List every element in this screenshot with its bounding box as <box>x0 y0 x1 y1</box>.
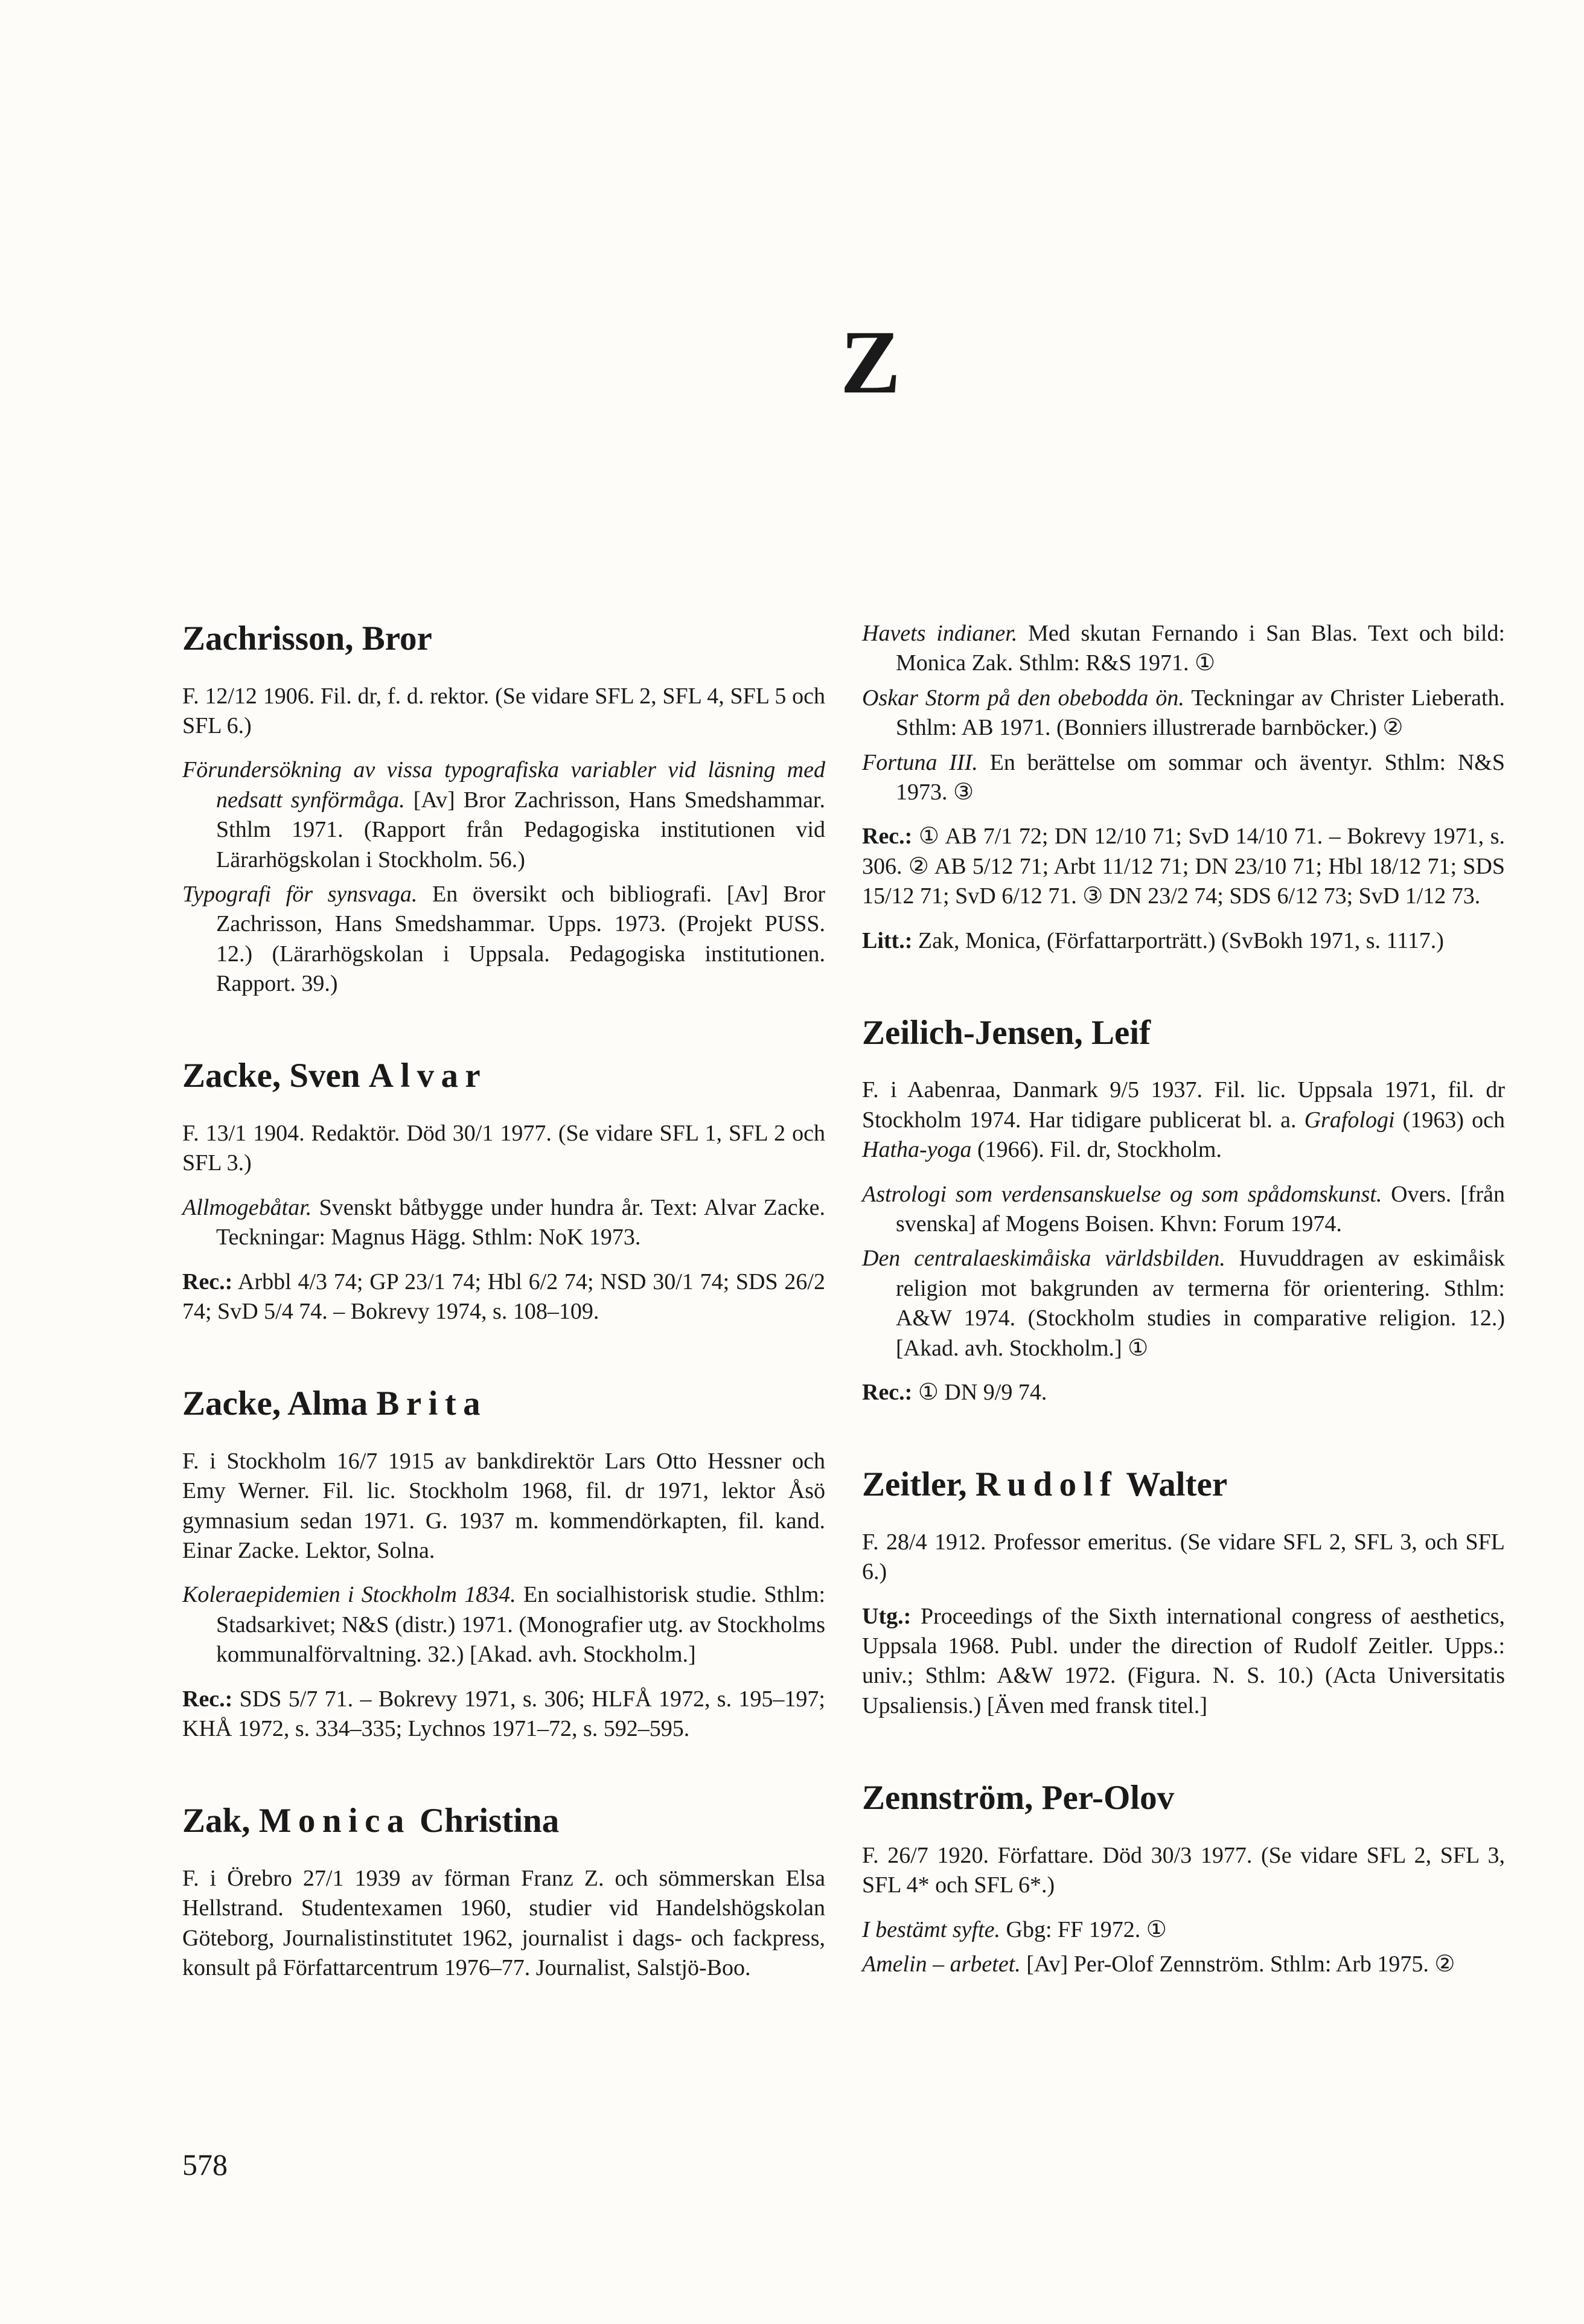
entry-title: Zeilich-Jensen, Leif <box>862 1013 1151 1052</box>
literature-label: Litt.: <box>862 927 913 953</box>
reviews-text: SDS 5/7 71. – Bokrevy 1971, s. 306; HLFÅ 1972, s. 195–197; KHÅ 1972, s. 334–335; Lychnos 1971–72, s. 592–595. <box>182 1686 825 1742</box>
work-title: Koleraepidemien i Stockholm 1834. <box>182 1582 516 1608</box>
work-title: Den centralaeskimåiska världsbilden. <box>862 1246 1225 1272</box>
info-text: F. i Aabenraa, Danmark 9/5 1937. Fil. lic. Uppsala 1971, fil. dr Stockholm 1974. Har tidigare publicerat bl. a. <box>862 1077 1505 1133</box>
work-title: Amelin – arbetet. <box>862 1951 1021 1977</box>
name-emphasized: Monica <box>258 1802 411 1840</box>
entry-title <box>862 1465 1505 1505</box>
right-column <box>862 619 1505 2037</box>
info-title: Hatha-yoga <box>862 1137 972 1163</box>
entry-title: Zennström, Per-Olov <box>862 1779 1175 1817</box>
reviews-text: Arbbl 4/3 74; GP 23/1 74; Hbl 6/2 74; NSD 30/1 74; SDS 26/2 74; SvD 5/4 74. – Bokrevy 1974, s. 108–109. <box>182 1269 825 1324</box>
work-title: Fortuna III. <box>862 749 978 775</box>
page-number: 578 <box>182 2148 228 2182</box>
work-details: Huvuddragen av eskimåisk religion mot bakgrunden av termerna för orientering. Sthlm: A&W 1974. (Stockholm studies in comparative religion. 12.) [Akad. avh. Stockholm.] ① <box>896 1246 1505 1361</box>
work-details: Gbg: FF 1972. ① <box>1000 1916 1167 1942</box>
work-item <box>862 1950 1505 1979</box>
entry-info: F. 26/7 1920. Författare. Död 30/3 1977. (Se vidare SFL 2, SFL 3, SFL 4* och SFL 6*.) <box>862 1842 1505 1898</box>
work-item <box>862 748 1505 808</box>
reviews-label: Rec.: <box>182 1686 233 1712</box>
reviews-text: ① AB 7/1 72; DN 12/10 71; SvD 14/10 71. – Bokrevy 1971, s. 306. ② AB 5/12 71; Arbt 11/12 71; DN 23/10 71; Hbl 18/12 71; SDS 15/12 71; SvD 6/12 71. ③ DN 23/2 74; SDS 6/12 73; SvD 1/12 73. <box>862 824 1505 909</box>
literature <box>862 926 1505 956</box>
work-item <box>862 1180 1505 1240</box>
entry-title <box>182 1801 825 1841</box>
entry-info: F. 13/1 1904. Redaktör. Död 30/1 1977. (Se vidare SFL 1, SFL 2 och SFL 3.) <box>182 1121 825 1176</box>
reviews-label: Rec.: <box>862 824 913 850</box>
work-item <box>182 1193 825 1253</box>
literature-text: Zak, Monica, (Författarporträtt.) (SvBokh 1971, s. 1117.) <box>912 927 1444 953</box>
entry-title <box>182 1384 825 1424</box>
name-emphasized: Brita <box>376 1384 488 1423</box>
name-plain: Zeitler, <box>862 1465 976 1504</box>
work-details: En berättelse om sommar och äventyr. Sthlm: N&S 1973. ③ <box>896 749 1505 805</box>
entry-zak <box>182 1801 825 1983</box>
left-column <box>182 619 825 2041</box>
info-title: Grafologi <box>1304 1107 1395 1133</box>
work-title: Astrologi som verdensanskuelse og som spådomskunst. <box>862 1181 1382 1207</box>
edited-works <box>862 1602 1505 1721</box>
section-letter: Z <box>840 312 901 412</box>
work-details: Teckningar av Christer Lieberath. Sthlm: AB 1971. (Bonniers illustrerade barnböcker.) ② <box>896 685 1506 741</box>
work-title: Oskar Storm på den obebodda ön. <box>862 685 1184 711</box>
reviews-text: ① DN 9/9 74. <box>912 1379 1047 1405</box>
reviews-label: Rec.: <box>182 1269 233 1295</box>
name-emphasized: Rudolf <box>975 1465 1119 1504</box>
reviews <box>182 1685 825 1744</box>
work-title: Typografi för synsvaga. <box>182 881 418 907</box>
entry-zachrisson <box>182 619 825 999</box>
work-item <box>182 880 825 999</box>
entry-title <box>182 1056 825 1096</box>
work-details: [Av] Bror Zachrisson, Hans Smedshammar. Sthlm 1971. (Rapport från Pedagogiska institutionen vid Lärarhögskolan i Stockholm. 56.) <box>216 787 825 872</box>
work-item <box>862 1915 1505 1945</box>
work-item <box>862 619 1505 679</box>
work-details: [Av] Per-Olof Zennström. Sthlm: Arb 1975. ② <box>1020 1951 1455 1977</box>
entry-zeilich-jensen <box>862 1013 1505 1407</box>
name-emphasized: Alvar <box>368 1057 488 1095</box>
work-title: I bestämt syfte. <box>862 1916 1001 1942</box>
work-title: Havets indianer. <box>862 621 1018 646</box>
entry-info: F. 12/12 1906. Fil. dr, f. d. rektor. (Se vidare SFL 2, SFL 4, SFL 5 och SFL 6.) <box>182 683 825 738</box>
info-text: (1963) och <box>1394 1107 1505 1133</box>
reviews <box>862 822 1505 911</box>
name-plain: Zacke, Alma <box>182 1384 377 1423</box>
work-title: Förundersökning av vissa typografiska variabler vid läsning med nedsatt synförmåga. <box>182 757 825 813</box>
edited-text: Proceedings of the Sixth international congress of aesthetics, Uppsala 1968. Publ. under the direction of Rudolf Zeitler. Upps.: univ.; Sthlm: A&W 1972. (Figura. N. S. 10.) (Acta Universitatis Upsaliensis.) [Även med fransk titel.] <box>862 1603 1505 1718</box>
work-item <box>862 683 1505 743</box>
work-item <box>862 1244 1505 1363</box>
entry-info: F. i Stockholm 16/7 1915 av bankdirektör Lars Otto Hessner och Emy Werner. Fil. lic. Stockholm 1968, fil. dr 1971, lektor Åsö gymnasium sedan 1971. G. 1937 m. kommendörkapten, fil. kand. Einar Zacke. Lektor, Solna. <box>182 1448 825 1564</box>
entry-zeitler <box>862 1465 1505 1721</box>
name-rest: Christina <box>410 1802 560 1840</box>
entry-info: F. 28/4 1912. Professor emeritus. (Se vidare SFL 2, SFL 3, och SFL 6.) <box>862 1529 1505 1585</box>
edited-label: Utg.: <box>862 1603 912 1629</box>
entry-info: F. i Örebro 27/1 1939 av förman Franz Z. och sömmerskan Elsa Hellstrand. Studentexamen 1960, studier vid Handelshögskolan Göteborg, Journalistinstitutet 1962, journalist i dags- och fackpress, konsult på Författarcentrum 1976–77. Journalist, Salstjö-Boo. <box>182 1865 825 1981</box>
work-details: En översikt och bibliografi. [Av] Bror Zachrisson, Hans Smedshammar. Upps. 1973. (Projekt PUSS. 12.) (Lärarhögskolan i Uppsala. Pedagogiska institutionen. Rapport. 39.) <box>216 881 825 997</box>
work-details: Overs. [från svenska] af Mogens Boisen. Khvn: Forum 1974. <box>896 1181 1505 1237</box>
work-details: En socialhistorisk studie. Sthlm: Stadsarkivet; N&S (distr.) 1971. (Monografier utg. av Stockholms kommunalförvaltning. 32.) [Akad. avh. Stockholm.] <box>216 1582 826 1668</box>
entry-info <box>862 1075 1505 1165</box>
reviews-label: Rec.: <box>862 1379 913 1405</box>
work-item <box>182 755 825 875</box>
reviews <box>862 1378 1505 1407</box>
entry-zacke-sven <box>182 1056 825 1327</box>
name-plain: Zak, <box>182 1802 259 1840</box>
reviews <box>182 1267 825 1327</box>
entry-title: Zachrisson, Bror <box>182 619 432 658</box>
work-item <box>182 1580 825 1669</box>
work-details: Med skutan Fernando i San Blas. Text och bild: Monica Zak. Sthlm: R&S 1971. ① <box>896 621 1506 676</box>
entry-zak-continued <box>862 619 1505 956</box>
work-details: Svenskt båtbygge under hundra år. Text: Alvar Zacke. Teckningar: Magnus Hägg. Sthlm: NoK 1973. <box>216 1194 825 1250</box>
entry-zennstrom <box>862 1778 1505 1979</box>
entry-zacke-alma <box>182 1384 825 1744</box>
name-rest: Walter <box>1118 1465 1228 1504</box>
work-title: Allmogebåtar. <box>182 1194 312 1220</box>
info-text: (1966). Fil. dr, Stockholm. <box>971 1137 1222 1163</box>
name-plain: Zacke, Sven <box>182 1057 369 1095</box>
